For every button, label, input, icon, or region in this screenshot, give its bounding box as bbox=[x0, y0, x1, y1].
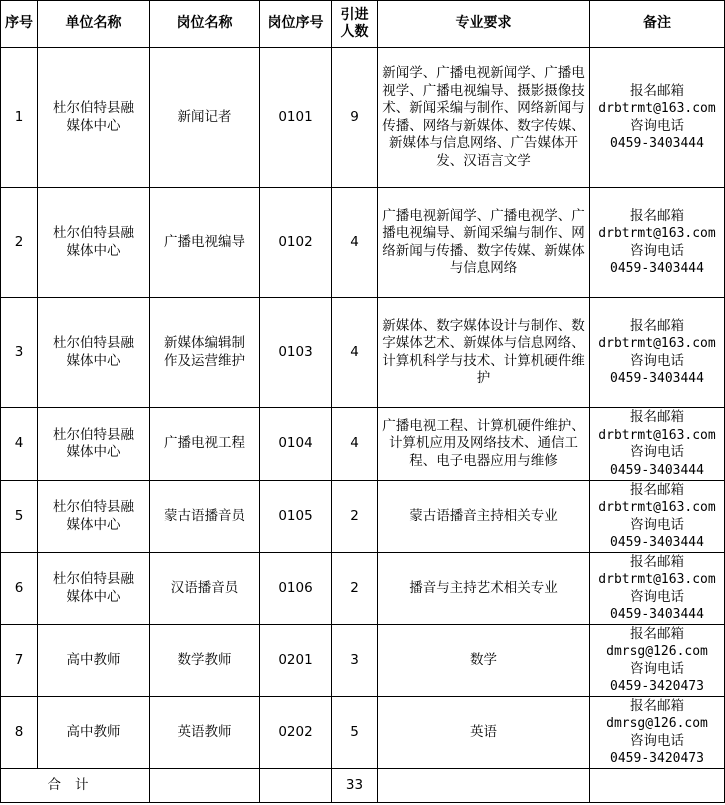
table-row bbox=[1, 625, 725, 697]
cell-position: 新媒体编辑制作及运营维护 bbox=[150, 298, 260, 408]
email-value: drbtrmt@163.com bbox=[598, 500, 716, 515]
cell-position: 英语教师 bbox=[150, 697, 260, 769]
cell-count: 4 bbox=[332, 298, 378, 408]
table-row bbox=[1, 48, 725, 188]
phone-value: 0459-3403444 bbox=[610, 371, 704, 386]
email-value: drbtrmt@163.com bbox=[598, 572, 716, 587]
cell-count: 2 bbox=[332, 553, 378, 625]
phone-label: 咨询电话 bbox=[630, 242, 684, 259]
total-empty-note bbox=[590, 769, 725, 803]
email-value: drbtrmt@163.com bbox=[598, 427, 716, 443]
table-row bbox=[1, 553, 725, 625]
phone-value: 0459-3420473 bbox=[610, 751, 704, 766]
email-label: 报名邮箱 bbox=[630, 625, 684, 642]
phone-value: 0459-3420473 bbox=[610, 679, 704, 694]
cell-code: 0101 bbox=[260, 48, 332, 188]
cell-no: 8 bbox=[1, 697, 38, 769]
cell-note bbox=[590, 697, 725, 769]
phone-value: 0459-3403444 bbox=[610, 535, 704, 550]
cell-major: 广播电视新闻学、广播电视学、广播电视编导、新闻采编与制作、网络新闻与传播、数字传媒、新媒体与信息网络 bbox=[378, 188, 590, 298]
cell-major: 播音与主持艺术相关专业 bbox=[378, 553, 590, 625]
email-value: dmrsg@126.com bbox=[606, 644, 708, 659]
total-label-text: 合计 bbox=[47, 776, 103, 793]
cell-no: 5 bbox=[1, 481, 38, 553]
header-row bbox=[1, 1, 725, 48]
header-unit: 单位名称 bbox=[38, 1, 150, 48]
cell-major: 新媒体、数字媒体设计与制作、数字媒体艺术、新媒体与信息网络、计算机科学与技术、计算机硬件维护 bbox=[378, 298, 590, 408]
cell-count: 5 bbox=[332, 697, 378, 769]
cell-major: 新闻学、广播电视新闻学、广播电视学、广播电视编导、摄影摄像技术、新闻采编与制作、网络新闻与传播、网络与新媒体、数字传媒、新媒体与信息网络、广告媒体开发、汉语言文学 bbox=[378, 48, 590, 188]
header-code: 岗位序号 bbox=[260, 1, 332, 48]
phone-label: 咨询电话 bbox=[630, 660, 684, 677]
phone-label: 咨询电话 bbox=[630, 352, 684, 369]
phone-label: 咨询电话 bbox=[630, 117, 684, 134]
cell-unit: 杜尔伯特县融媒体中心 bbox=[38, 298, 150, 408]
header-count bbox=[332, 1, 378, 48]
phone-value: 0459-3403444 bbox=[610, 462, 704, 478]
phone-value: 0459-3403444 bbox=[610, 607, 704, 622]
cell-unit: 杜尔伯特县融媒体中心 bbox=[38, 481, 150, 553]
email-label: 报名邮箱 bbox=[630, 553, 684, 570]
table-row bbox=[1, 481, 725, 553]
cell-code: 0106 bbox=[260, 553, 332, 625]
email-value: drbtrmt@163.com bbox=[598, 336, 716, 351]
cell-note bbox=[590, 188, 725, 298]
header-note: 备注 bbox=[590, 1, 725, 48]
cell-count: 4 bbox=[332, 188, 378, 298]
table-row bbox=[1, 408, 725, 481]
cell-unit: 杜尔伯特县融媒体中心 bbox=[38, 188, 150, 298]
total-empty-position bbox=[150, 769, 260, 803]
cell-count: 2 bbox=[332, 481, 378, 553]
email-value: dmrsg@126.com bbox=[606, 716, 708, 731]
cell-code: 0201 bbox=[260, 625, 332, 697]
cell-code: 0103 bbox=[260, 298, 332, 408]
cell-major: 数学 bbox=[378, 625, 590, 697]
cell-note bbox=[590, 481, 725, 553]
cell-position: 广播电视工程 bbox=[150, 408, 260, 481]
total-label bbox=[1, 769, 150, 803]
phone-value: 0459-3403444 bbox=[610, 261, 704, 276]
total-empty-code bbox=[260, 769, 332, 803]
cell-code: 0202 bbox=[260, 697, 332, 769]
cell-count: 9 bbox=[332, 48, 378, 188]
email-label: 报名邮箱 bbox=[630, 82, 684, 99]
header-position: 岗位名称 bbox=[150, 1, 260, 48]
cell-unit: 高中教师 bbox=[38, 625, 150, 697]
cell-code: 0105 bbox=[260, 481, 332, 553]
table-row bbox=[1, 298, 725, 408]
cell-no: 2 bbox=[1, 188, 38, 298]
cell-count: 4 bbox=[332, 408, 378, 481]
header-no: 序号 bbox=[1, 1, 38, 48]
email-label: 报名邮箱 bbox=[630, 481, 684, 498]
header-count-text: 引进人数 bbox=[340, 6, 369, 40]
email-value: drbtrmt@163.com bbox=[598, 226, 716, 241]
cell-code: 0104 bbox=[260, 408, 332, 481]
cell-note bbox=[590, 625, 725, 697]
cell-position: 汉语播音员 bbox=[150, 553, 260, 625]
phone-label: 咨询电话 bbox=[630, 588, 684, 605]
cell-unit: 杜尔伯特县融媒体中心 bbox=[38, 408, 150, 481]
cell-major: 蒙古语播音主持相关专业 bbox=[378, 481, 590, 553]
cell-position: 广播电视编导 bbox=[150, 188, 260, 298]
cell-no: 4 bbox=[1, 408, 38, 481]
email-label: 报名邮箱 bbox=[630, 697, 684, 714]
phone-label: 咨询电话 bbox=[630, 516, 684, 533]
cell-note bbox=[590, 298, 725, 408]
table-row bbox=[1, 188, 725, 298]
total-empty-major bbox=[378, 769, 590, 803]
cell-count: 3 bbox=[332, 625, 378, 697]
cell-major: 广播电视工程、计算机硬件维护、计算机应用及网络技术、通信工程、电子电器应用与维修 bbox=[378, 408, 590, 481]
cell-no: 1 bbox=[1, 48, 38, 188]
email-label: 报名邮箱 bbox=[630, 207, 684, 224]
phone-label: 咨询电话 bbox=[630, 444, 684, 460]
cell-no: 7 bbox=[1, 625, 38, 697]
cell-note bbox=[590, 408, 725, 481]
phone-label: 咨询电话 bbox=[630, 732, 684, 749]
cell-position: 蒙古语播音员 bbox=[150, 481, 260, 553]
total-row bbox=[1, 769, 725, 803]
phone-value: 0459-3403444 bbox=[610, 136, 704, 151]
cell-unit: 高中教师 bbox=[38, 697, 150, 769]
total-count: 33 bbox=[332, 769, 378, 803]
cell-no: 3 bbox=[1, 298, 38, 408]
email-value: drbtrmt@163.com bbox=[598, 101, 716, 116]
cell-note bbox=[590, 553, 725, 625]
cell-unit: 杜尔伯特县融媒体中心 bbox=[38, 48, 150, 188]
cell-note bbox=[590, 48, 725, 188]
cell-unit: 杜尔伯特县融媒体中心 bbox=[38, 553, 150, 625]
email-label: 报名邮箱 bbox=[630, 317, 684, 334]
cell-position: 新闻记者 bbox=[150, 48, 260, 188]
cell-major: 英语 bbox=[378, 697, 590, 769]
cell-no: 6 bbox=[1, 553, 38, 625]
cell-position: 数学教师 bbox=[150, 625, 260, 697]
header-major: 专业要求 bbox=[378, 1, 590, 48]
email-label: 报名邮箱 bbox=[630, 409, 684, 425]
table-row bbox=[1, 697, 725, 769]
cell-code: 0102 bbox=[260, 188, 332, 298]
